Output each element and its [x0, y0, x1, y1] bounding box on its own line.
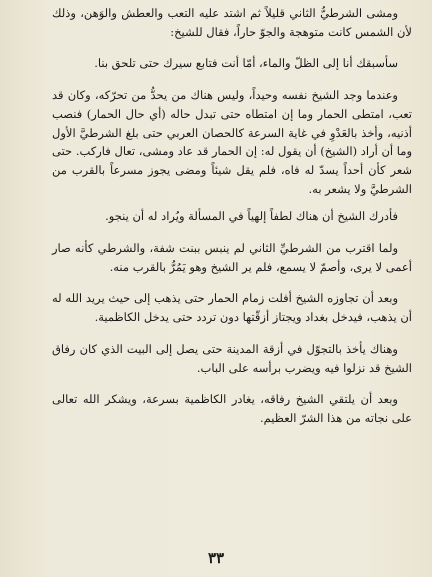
page-number: ٣٣ [207, 549, 225, 567]
paragraph-3: وعندما وجد الشيخ نفسه وحيداً، وليس هناك من يحدُّ من تحرّكه، وكان قد تعب، امتطى الحمار وما إن امتطاه حتى تبدل حاله (أي حال الحمار) فنصب أذنيه، وأخذ بالعَدْوِ في غاية السرعة كالحصان العربي حتى بلغ الشرطيَّ الأول وما أن أراد (الشيخ) أن يقول له: إن الحمار قد عاد ومشى، تعال فاركب. حتى شعر كأن أحداً يسدّ له فاه، فلم يقل شيئاً ومضى يجوز مسرعاً بالقرب من الشرطيَّ ولا يشعر به. [52, 88, 412, 196]
paragraph-5: ولما اقترب من الشرطيِّ الثاني لم ينبس ببنت شفة، والشرطي كأنه صار أعمى لا يرى، وأصمّ لا يسمع، فلم ير الشيخ وهو يَمُرُّ بالقرب منه. [52, 241, 412, 274]
paragraph-6: وبعد أن تجاوزه الشيخ أفلت زمام الحمار حتى يذهب إلى حيث يريد الله له أن يذهب، فيدخل بغداد ويجتاز أزقّتها دون تردد حتى يدخل الكاظمية. [52, 291, 412, 325]
paragraph-4: فأدرك الشيخ أن هناك لطفاً إلهياً في المسألة ويُراد له أن ينجو. [105, 209, 398, 224]
paragraph-2: سأسبقك أنا إلى الظلّ والماء، أمّا أنت فتابع سيرك حتى تلحق بنا. [94, 56, 398, 71]
paragraph-1: ومشى الشرطيُّ الثاني قليلاً ثم اشتد عليه التعب والعطش والوَهن، وذلك لأن الشمس كانت متوهجة والجوّ حاراً، فقال للشيخ: [52, 6, 412, 39]
paragraph-7: وهناك يأخذ بالتجوّل في أزقة المدينة حتى يصل إلى البيت الذي كان رفاق الشيخ قد نزلوا فيه ويضرب برأسه على الباب. [52, 341, 412, 375]
page-text [52, 4, 412, 428]
paragraph-8: وبعد أن يلتقي الشيخ رفاقه، يغادر الكاظمية بسرعة، ويشكر الله تعالى على نجاته من هذا الشرّ العظيم. [52, 392, 412, 425]
